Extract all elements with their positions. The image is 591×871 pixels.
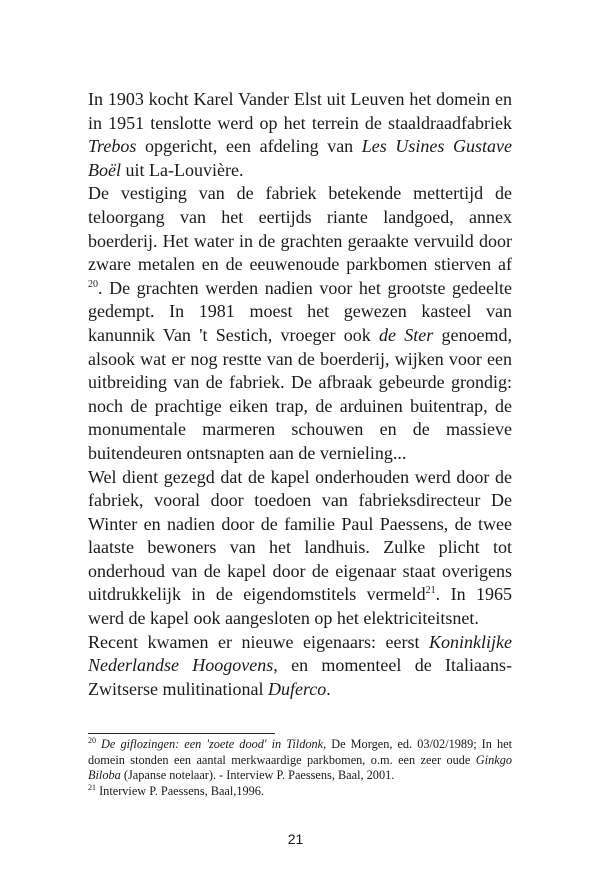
page-number: 21 — [287, 831, 304, 847]
paragraph — [88, 466, 512, 631]
italic-text: Koninklijke Nederlandse Hoogovens — [88, 631, 512, 676]
text-run: De vestiging van de fabriek betekende mettertijd de teloorgang van het eertijds riante landgoed, annex boerderij. Het water in de grachten geraakte vervuild door zware metalen en de eeuwenoude parkbomen stierven af — [88, 183, 512, 275]
italic-text: Duferco — [267, 678, 327, 699]
footnote-reference: 21 — [425, 585, 436, 597]
italic-text: Les Usines Gustave Boël — [88, 136, 512, 180]
paragraph — [88, 182, 512, 465]
text-run: In 1903 kocht Karel Vander Elst uit Leuven het domein en in 1951 tenslotte werd op het terrein de staaldraadfabriek — [88, 89, 512, 133]
text-run: . In 1965 werd de kapel ook aangesloten op het elektriciteitsnet. — [88, 584, 513, 629]
italic-text: De giflozingen: een 'zoete dood' in Tildonk — [96, 737, 324, 751]
footnote-reference: 20 — [88, 736, 96, 745]
footnote-separator — [88, 733, 275, 734]
footnote — [88, 784, 512, 800]
italic-text: Trebos — [88, 136, 137, 157]
footnotes — [88, 737, 512, 799]
text-run: (Japanse notelaar). - Interview P. Paessens, Baal, 2001. — [120, 768, 395, 783]
text-run: Wel dient gezegd dat de kapel onderhouden werd door de fabriek, vooral door toedoen van fabrieksdirecteur De Winter en nadien door de familie Paul Paessens, de twee laatste bewoners van het landhuis. Zulke plicht tot onderhoud van de kapel door de eigenaar staat overigens uitdrukkelijk in de eigendomstitels vermeld — [88, 466, 512, 605]
text-run: genoemd, alsook wat er nog restte van de boerderij, wijken voor een uitbreiding van de fabriek. De afbraak gebeurde grondig: noch de prachtige eiken trap, de arduinen buitentrap, de monumentale marmeren schouwen en de massieve buitendeuren ontsnapten aan de vernieling... — [88, 324, 512, 463]
footnote-reference: 21 — [88, 782, 96, 792]
text-run: Interview P. Paessens, Baal,1996. — [96, 783, 265, 798]
text-run: . — [326, 678, 331, 699]
footnote — [88, 737, 512, 784]
text-run: uit La-Louvière. — [121, 159, 244, 180]
paragraph — [88, 88, 512, 182]
paragraph — [88, 631, 512, 702]
text-run: Recent kwamen er nieuwe eigenaars: eerst — [88, 631, 430, 652]
italic-text: Ginkgo Biloba — [88, 752, 512, 783]
text-run: . De grachten werden nadien voor het grootste gedeelte gedempt. In 1981 moest het gewezen kasteel van kanunnik Van 't Sestich, vroeger ook — [88, 277, 512, 345]
italic-text: de Ster — [378, 324, 434, 345]
footnote-reference: 20 — [88, 278, 98, 290]
text-run: , De Morgen, ed. 03/02/1989; In het domein stonden een aantal merkwaardige parkbomen, o.m. een zeer oude — [88, 737, 513, 767]
text-run: , en momenteel de Italiaans-Zwitserse mulitinational — [88, 655, 512, 699]
text-run: opgericht, een afdeling van — [136, 136, 362, 157]
body-text — [88, 88, 512, 701]
